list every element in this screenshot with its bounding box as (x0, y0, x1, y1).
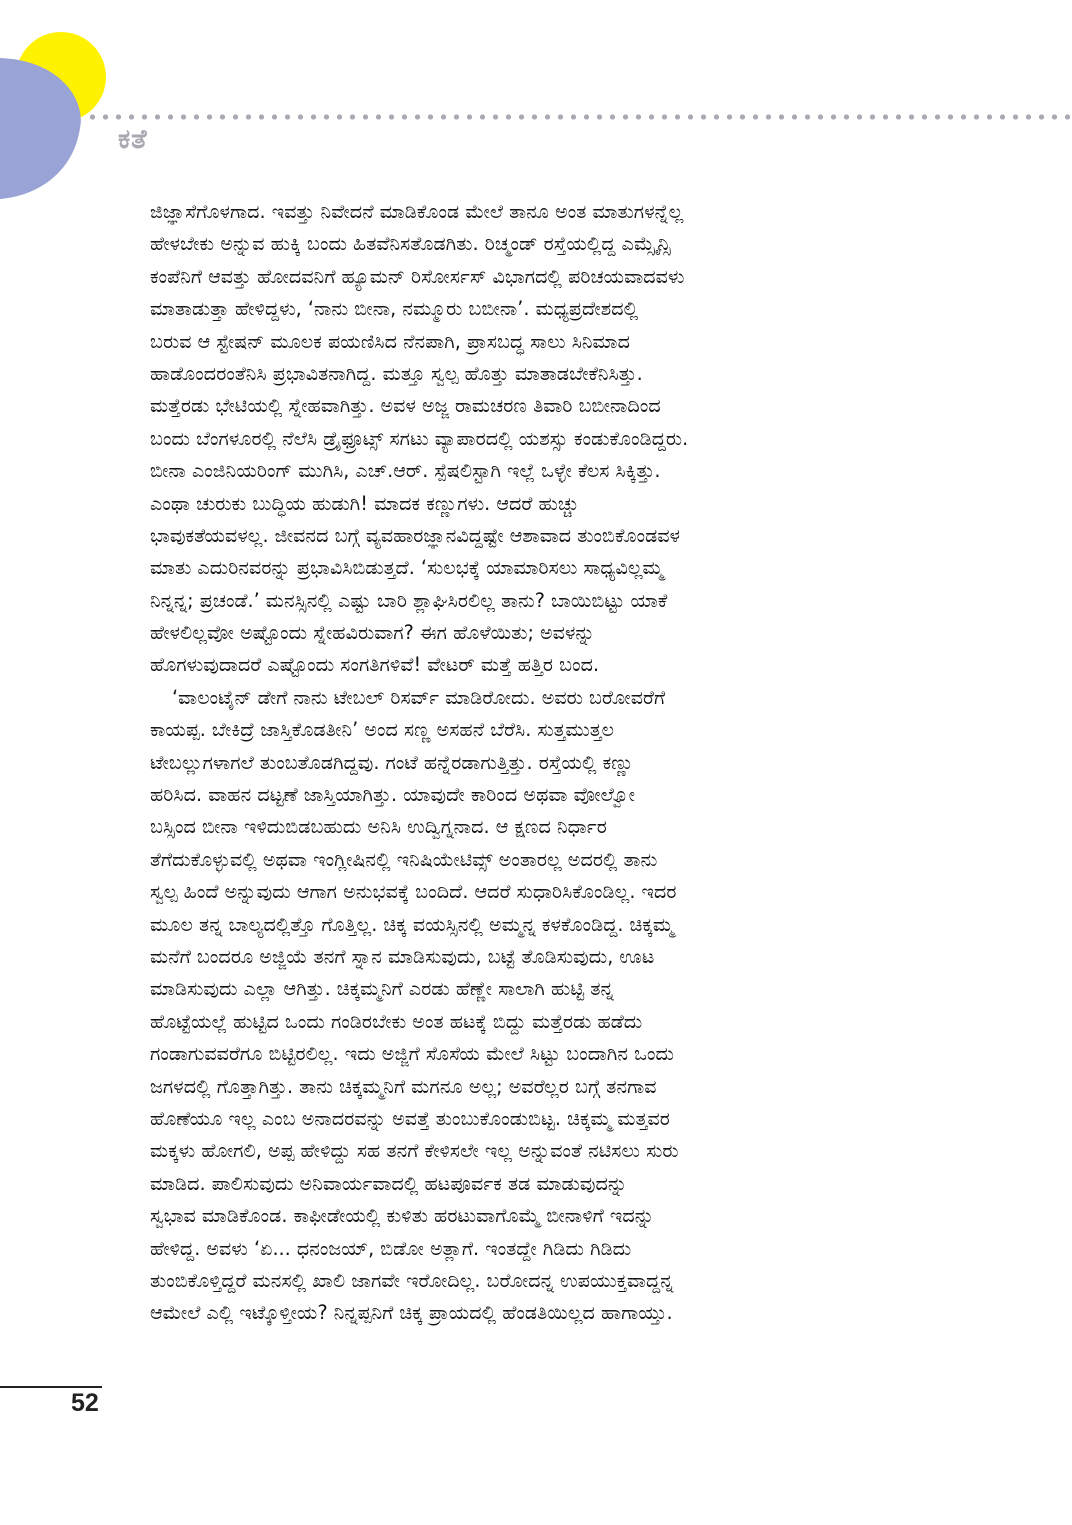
text-line: ಮಾತು ಎದುರಿನವರನ್ನು ಪ್ರಭಾವಿಸಿಬಿಡುತ್ತದೆ. ‘ಸುಲಭಕ್ಕೆ ಯಾಮಾರಿಸಲು ಸಾಧ್ಯವಿಲ್ಲಮ್ಮ (150, 556, 664, 580)
text-line: ಗಂಡಾಗುವವರೆಗೂ ಬಿಟ್ಟಿರಲಿಲ್ಲ. ಇದು ಅಜ್ಜಿಗೆ ಸೊಸೆಯ ಮೇಲೆ ಸಿಟ್ಟು ಬಂದಾಗಿನ ಒಂದು (150, 1042, 675, 1066)
text-line: ಹೇಳಲಿಲ್ಲವೋ ಅಷ್ಟೊಂದು ಸ್ನೇಹವಿರುವಾಗ? ಈಗ ಹೊಳೆಯಿತು; ಅವಳನ್ನು (150, 621, 595, 645)
text-line: ಬಂದು ಬೆಂಗಳೂರಲ್ಲಿ ನೆಲೆಸಿ ಡ್ರೈಫ್ರೂಟ್ಸ್ ಸಗಟು ವ್ಯಾಪಾರದಲ್ಲಿ ಯಶಸ್ಸು ಕಂಡುಕೊಂಡಿದ್ದರು. (150, 426, 689, 450)
text-line: ಕಾಯಪ್ಪ. ಬೇಕಿದ್ರೆ ಜಾಸ್ತಿಕೊಡತೀನಿ’ ಅಂದ ಸಣ್ಣ ಅಸಹನೆ ಬೆರೆಸಿ. ಸುತ್ತಮುತ್ತಲ (150, 718, 615, 742)
text-line: ತೆಗೆದುಕೊಳ್ಳುವಲ್ಲಿ ಅಥವಾ ಇಂಗ್ಲೀಷಿನಲ್ಲಿ ಇನಿಷಿಯೇಟಿವ್ಸ್ ಅಂತಾರಲ್ಲ ಅದರಲ್ಲಿ ತಾನು (150, 847, 658, 871)
text-line: ಬಸ್ಸಿಂದ ಬೀನಾ ಇಳಿದುಬಿಡಬಹುದು ಅನಿಸಿ ಉದ್ವಿಗ್ನನಾದ. ಆ ಕ್ಷಣದ ನಿರ್ಧಾರ (150, 815, 607, 839)
text-line: ಎಂಥಾ ಚುರುಕು ಬುದ್ಧಿಯ ಹುಡುಗಿ! ಮಾದಕ ಕಣ್ಣುಗಳು. ಆದರೆ ಹುಚ್ಚು (150, 491, 579, 515)
text-line: ಮಾಡಿದ. ಪಾಲಿಸುವುದು ಅನಿವಾರ್ಯವಾದಲ್ಲಿ ಹಟಪೂರ್ವಕ ತಡ ಮಾಡುವುದನ್ನು (150, 1171, 628, 1195)
text-line: ಸ್ವಭಾವ ಮಾಡಿಕೊಂಡ. ಕಾಫೀಡೇಯಲ್ಲಿ ಕುಳಿತು ಹರಟುವಾಗೊಮ್ಮೆ ಬೀನಾಳಿಗೆ ಇದನ್ನು (150, 1204, 655, 1228)
text-line: ಬೀನಾ ಎಂಜಿನಿಯರಿಂಗ್ ಮುಗಿಸಿ, ಎಚ್.ಆರ್. ಸ್ಪೆಷಲಿಸ್ಟಾಗಿ ಇಲ್ಲೆ ಒಳ್ಳೇ ಕೆಲಸ ಸಿಕ್ಕಿತ್ತು. (150, 459, 661, 483)
text-line: ಹಾಡೊಂದರಂತೆನಿಸಿ ಪ್ರಭಾವಿತನಾಗಿದ್ದ. ಮತ್ತೂ ಸ್ವಲ್ಪ ಹೊತ್ತು ಮಾತಾಡಬೇಕೆನಿಸಿತ್ತು. (150, 361, 643, 385)
text-line: ನಿನ್ನನ್ನ; ಪ್ರಚಂಡೆ.’ ಮನಸ್ಸಿನಲ್ಲಿ ಎಷ್ಟು ಬಾರಿ ಶ್ಲಾಘಿಸಿರಲಿಲ್ಲ ತಾನು? ಬಾಯಿಬಿಟ್ಟು ಯಾಕೆ (150, 588, 668, 612)
dotted-rule (86, 113, 1072, 121)
text-line: ಸ್ವಲ್ಪ ಹಿಂದೆ ಅನ್ನುವುದು ಆಗಾಗ ಅನುಭವಕ್ಕೆ ಬಂದಿದೆ. ಆದರೆ ಸುಧಾರಿಸಿಕೊಂಡಿಲ್ಲ. ಇದರ (150, 880, 677, 904)
text-line: ಮಾಡಿಸುವುದು ಎಲ್ಲಾ ಆಗಿತ್ತು. ಚಿಕ್ಕಮ್ಮನಿಗೆ ಎರಡು ಹೆಣ್ಣೇ ಸಾಲಾಗಿ ಹುಟ್ಟಿ ತನ್ನ (150, 977, 614, 1001)
text-line: ಮನೆಗೆ ಬಂದರೂ ಅಜ್ಜಿಯೆ ತನಗೆ ಸ್ನಾನ ಮಾಡಿಸುವುದು, ಬಟ್ಟೆ ತೊಡಿಸುವುದು, ಊಟ (150, 944, 655, 968)
text-line: ಹೇಳಬೇಕು ಅನ್ನುವ ಹುಕ್ಕಿ ಬಂದು ಹಿತವೆನಿಸತೊಡಗಿತು. ರಿಚ್ಮಂಡ್ ರಸ್ತೆಯಲ್ಲಿದ್ದ ಎಮ್ಸೈನ್ಸಿ (150, 232, 671, 256)
article-body (150, 196, 908, 1330)
text-line: ಬರುವ ಆ ಸ್ಟೇಷನ್ ಮೂಲಕ ಪಯಣಿಸಿದ ನೆನಪಾಗಿ, ಪ್ರಾಸಬದ್ಧ ಸಾಲು ಸಿನಿಮಾದ (150, 329, 630, 353)
text-line: ಜಗಳದಲ್ಲಿ ಗೊತ್ತಾಗಿತ್ತು. ತಾನು ಚಿಕ್ಕಮ್ಮನಿಗೆ ಮಗನೂ ಅಲ್ಲ; ಅವರೆಲ್ಲರ ಬಗ್ಗೆ ತನಗಾವ (150, 1074, 657, 1098)
text-line: ಹೇಳಿದ್ದ. ಅವಳು ‘ಏ... ಧನಂಜಯ್, ಬಿಡೋ ಅತ್ಲಾಗೆ. ಇಂತದ್ದೇ ಗಿಡಿದು ಗಿಡಿದು (150, 1236, 632, 1260)
text-line: ಹೊಗಳುವುದಾದರೆ ಎಷ್ಟೊಂದು ಸಂಗತಿಗಳಿವೆ! ವೇಟರ್ ಮತ್ತೆ ಹತ್ತಿರ ಬಂದ. (150, 653, 600, 677)
text-line: ಮಕ್ಕಳು ಹೋಗಲಿ, ಅಪ್ಪ ಹೇಳಿದ್ದು ಸಹ ತನಗೆ ಕೇಳಿಸಲೇ ಇಲ್ಲ ಅನ್ನುವಂತೆ ನಟಿಸಲು ಸುರು (150, 1139, 679, 1163)
text-line: ಮತ್ತೆರಡು ಭೇಟಿಯಲ್ಲಿ ಸ್ನೇಹವಾಗಿತ್ತು. ಅವಳ ಅಜ್ಜ ರಾಮಚರಣ ತಿವಾರಿ ಬಬೀನಾದಿಂದ (150, 394, 661, 418)
text-line: ಮೂಲ ತನ್ನ ಬಾಲ್ಯದಲ್ಲಿತ್ತೊ ಗೊತ್ತಿಲ್ಲ. ಚಿಕ್ಕ ವಯಸ್ಸಿನಲ್ಲಿ ಅಮ್ಮನ್ನ ಕಳಕೊಂಡಿದ್ದ. ಚಿಕ್ಕಮ್ಮ (150, 912, 674, 936)
text-line: ಆಮೇಲೆ ಎಲ್ಲಿ ಇಟ್ಕೊಳ್ತೀಯ? ನಿನ್ನಪ್ಪನಿಗೆ ಚಿಕ್ಕ ಪ್ರಾಯದಲ್ಲಿ ಹೆಂಡತಿಯಿಲ್ಲದ ಹಾಗಾಯ್ತು. (150, 1301, 673, 1325)
text-line: ತುಂಬಿಕೊಳ್ತಿದ್ದರೆ ಮನಸಲ್ಲಿ ಖಾಲಿ ಜಾಗವೇ ಇರೋದಿಲ್ಲ. ಬರೋದನ್ನ ಉಪಯುಕ್ತವಾದ್ದನ್ನ (150, 1268, 674, 1292)
corner-decoration (0, 0, 120, 210)
text-line: ಕಂಪೆನಿಗೆ ಆವತ್ತು ಹೋದವನಿಗೆ ಹ್ಯೂಮನ್ ರಿಸೋರ್ಸಸ್ ವಿಭಾಗದಲ್ಲಿ ಪರಿಚಯವಾದವಳು (150, 264, 685, 288)
text-line: ಹೊಣೆಯೂ ಇಲ್ಲ ಎಂಬ ಅನಾದರವನ್ನು ಅವತ್ತೆ ತುಂಬುಕೊಂಡುಬಿಟ್ಟ. ಚಿಕ್ಕಮ್ಮ ಮತ್ತವರ (150, 1106, 670, 1130)
text-line: ಟೇಬಲ್ಲುಗಳಾಗಲೆ ತುಂಬತೊಡಗಿದ್ದವು. ಗಂಟೆ ಹನ್ನೆರಡಾಗುತ್ತಿತ್ತು. ರಸ್ತೆಯಲ್ಲಿ ಕಣ್ಣು (150, 750, 634, 774)
section-title: ಕತೆ (118, 124, 148, 155)
paragraph-start-line: ‘ವಾಲಂಟೈನ್ ಡೇಗೆ ನಾನು ಟೇಬಲ್ ರಿಸರ್ವ್ ಮಾಡಿರೋದು. ಅವರು ಬರೋವರೆಗೆ (172, 685, 666, 709)
text-line: ಭಾವುಕತೆಯವಳಲ್ಲ. ಜೀವನದ ಬಗ್ಗೆ ವ್ಯವಹಾರಜ್ಞಾನವಿದ್ದಷ್ಟೇ ಆಶಾವಾದ ತುಂಬಿಕೊಂಡವಳ (150, 523, 681, 547)
text-line: ಹೊಟ್ಟೆಯಲ್ಲೆ ಹುಟ್ಟಿದ ಒಂದು ಗಂಡಿರಬೇಕು ಅಂತ ಹಟಕ್ಕೆ ಬಿದ್ದು ಮತ್ತೆರಡು ಹಡೆದು (150, 1009, 643, 1033)
page-number: 52 (71, 1389, 99, 1417)
text-line: ಮಾತಾಡುತ್ತಾ ಹೇಳಿದ್ದಳು, ‘ನಾನು ಬೀನಾ, ನಮ್ಮೂರು ಬಬೀನಾ’. ಮಧ್ಯಪ್ರದೇಶದಲ್ಲಿ (150, 297, 639, 321)
text-line: ಹರಿಸಿದ. ವಾಹನ ದಟ್ಟಣೆ ಜಾಸ್ತಿಯಾಗಿತ್ತು. ಯಾವುದೇ ಕಾರಿಂದ ಅಥವಾ ವೋಲ್ವೋ (150, 783, 636, 807)
text-line: ಜಿಜ್ಞಾಸೆಗೊಳಗಾದ. ಇವತ್ತು ನಿವೇದನೆ ಮಾಡಿಕೊಂಡ ಮೇಲೆ ತಾನೂ ಅಂತ ಮಾತುಗಳನ್ನೆಲ್ಲ (150, 200, 684, 223)
page-number-rule (0, 1386, 102, 1388)
